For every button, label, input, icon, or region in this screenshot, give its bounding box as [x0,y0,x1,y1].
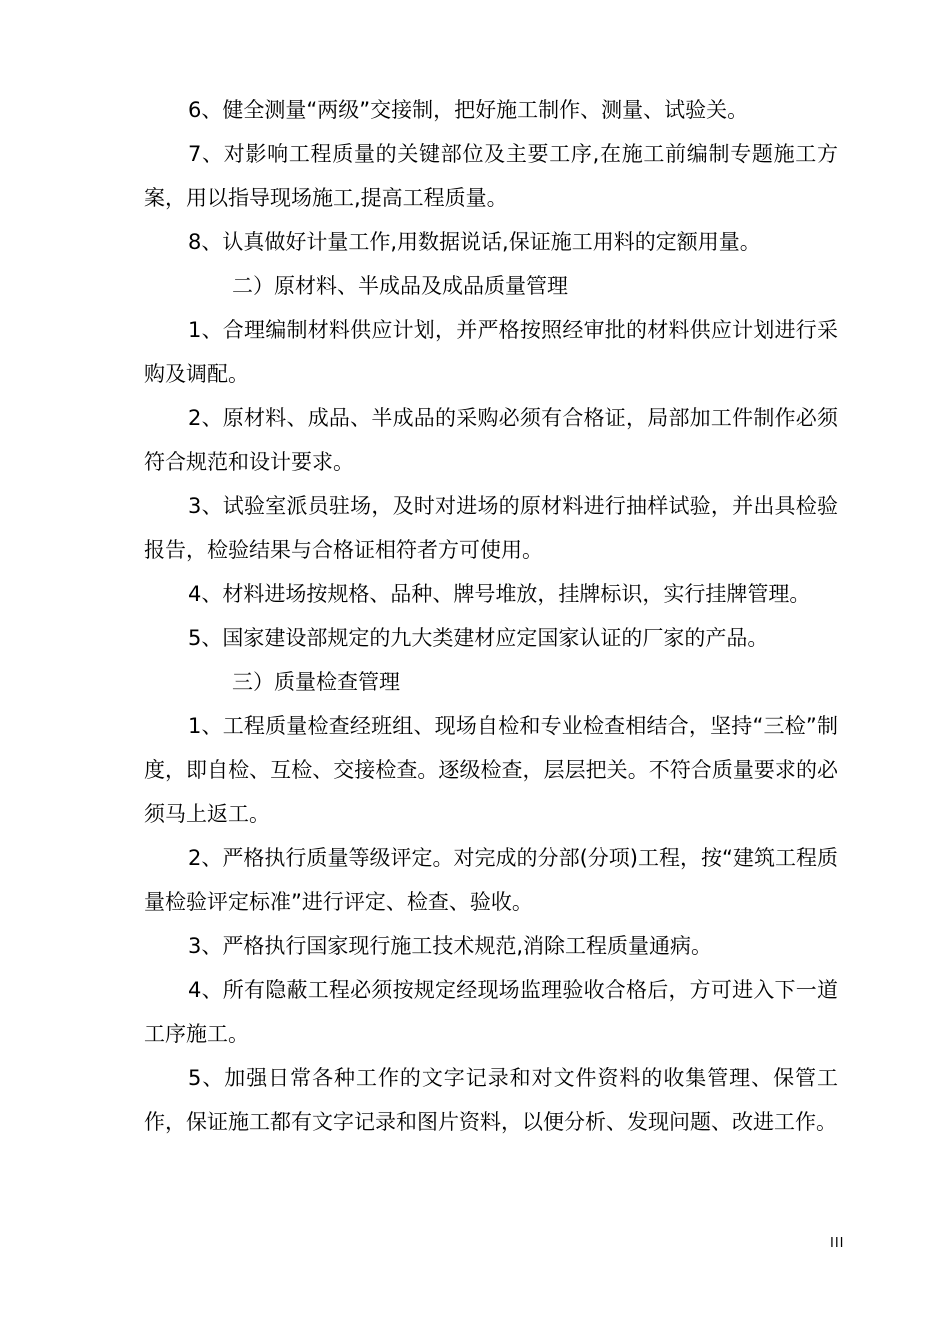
paragraph-materials-3: 3、试验室派员驻场，及时对进场的原材料进行抽样试验，并出具检验报告，检验结果与合格证相符者方可使用。 [144,494,838,562]
paragraph-inspection-3: 3、严格执行国家现行施工技术规范,消除工程质量通病。 [188,934,713,958]
paragraph-item-8-metering: 8、认真做好计量工作,用数据说话,保证施工用料的定额用量。 [188,230,761,254]
paragraph-materials-5: 5、国家建设部规定的九大类建材应定国家认证的厂家的产品。 [188,626,769,650]
paragraph-inspection-2: 2、严格执行质量等级评定。对完成的分部(分项)工程，按“建筑工程质量检验评定标准”进行评定、检查、验收。 [144,846,838,914]
page-number: III [830,1236,845,1251]
paragraph-inspection-4: 4、所有隐蔽工程必须按规定经现场监理验收合格后，方可进入下一道工序施工。 [144,978,838,1046]
paragraph-materials-2: 2、原材料、成品、半成品的采购必须有合格证，局部加工件制作必须符合规范和设计要求。 [144,406,838,474]
paragraph-item-6-survey: 6、健全测量“两级”交接制，把好施工制作、测量、试验关。 [188,98,749,122]
paragraph-inspection-1: 1、工程质量检查经班组、现场自检和专业检查相结合，坚持“三检”制度，即自检、互检、交接检查。逐级检查，层层把关。不符合质量要求的必须马上返工。 [144,714,838,826]
section-heading-materials: 二）原材料、半成品及成品质量管理 [232,274,568,298]
paragraph-inspection-5: 5、加强日常各种工作的文字记录和对文件资料的收集管理、保管工作，保证施工都有文字记录和图片资料，以便分析、发现问题、改进工作。 [144,1066,838,1134]
section-heading-inspection: 三）质量检查管理 [232,670,400,694]
paragraph-item-7-key-process: 7、对影响工程质量的关键部位及主要工序,在施工前编制专题施工方案，用以指导现场施工,提高工程质量。 [144,142,838,210]
paragraph-materials-1: 1、合理编制材料供应计划，并严格按照经审批的材料供应计划进行采购及调配。 [144,318,838,386]
document-body [144,88,838,1144]
paragraph-materials-4: 4、材料进场按规格、品种、牌号堆放，挂牌标识，实行挂牌管理。 [188,582,811,606]
